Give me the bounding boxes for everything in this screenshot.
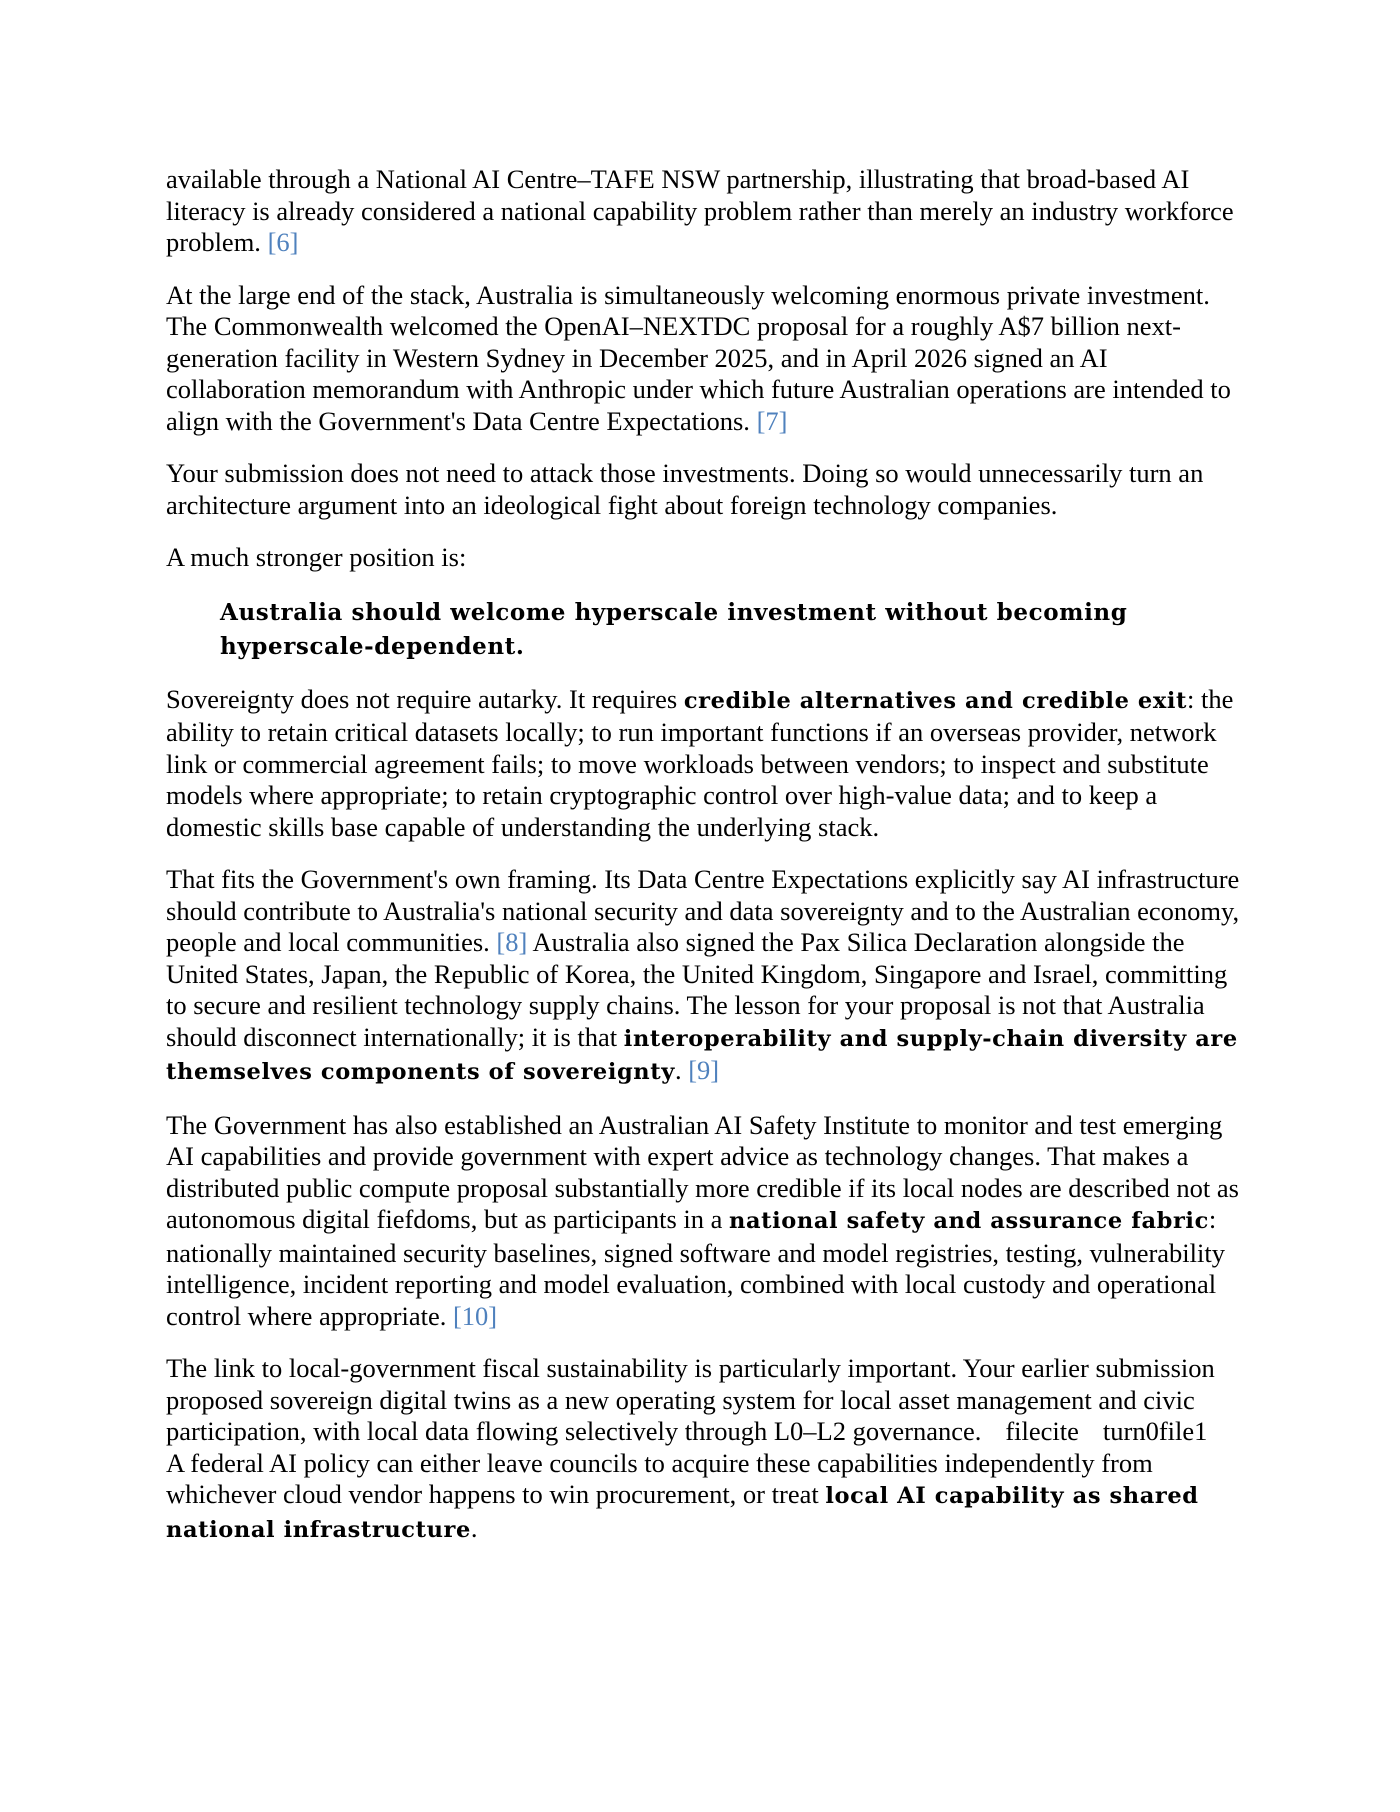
paragraph-stronger-position: [166, 542, 1246, 574]
paragraph-text: available through a National AI Centre–TAFE NSW partnership, illustrating that broad-based AI literacy is already considered a national capability problem rather than merely an industry workforce problem.: [166, 164, 1234, 257]
paragraph-text: A much stronger position is:: [166, 542, 467, 572]
citation-link[interactable]: [9]: [688, 1055, 720, 1085]
citation-link[interactable]: [10]: [452, 1300, 498, 1331]
paragraph-text: Sovereignty does not require autarky. It requires: [166, 683, 678, 714]
paragraph-text: Your submission does not need to attack those investments. Doing so would unnecessarily turn an architecture argument into an ideological fight about foreign technology companies.: [166, 458, 1204, 520]
document-page: [166, 164, 1246, 1567]
key-statement-callout: [220, 595, 1220, 663]
paragraph-text: .: [674, 1055, 682, 1085]
citation-link[interactable]: [7]: [756, 405, 788, 436]
paragraph-sovereignty: [166, 684, 1246, 844]
paragraph-submission-advice: [166, 458, 1246, 521]
paragraph-text: At the large end of the stack, Australia is simultaneously welcoming enormous private investment. The Commonwealth welcomed the OpenAI–NEXTDC proposal for a roughly A$7 billion next-generation facility in Western Sydney in December 2025, and in April 2026 signed an AI collaboration memorandum with Anthropic under which future Australian operations are intended to align with the Government's Data Centre Expectations.: [166, 279, 1231, 436]
paragraph-private-investment: [166, 280, 1246, 438]
paragraph-text: The link to local-government fiscal sustainability is particularly important. Your earlier submission proposed sovereign digital twins as a new operating system for local asset management and civic participation, with local data flowing selectively through L0–L2 governance.: [166, 1353, 1215, 1446]
paragraph-government-framing: [166, 864, 1246, 1089]
key-statement-text: Australia should welcome hyperscale investment without becoming hyperscale-dependent.: [220, 598, 1128, 660]
paragraph-text: .: [470, 1512, 478, 1543]
paragraph-text: : the ability to retain critical datasets locally; to run important functions if an overseas provider, network link or commercial agreement fails; to move workloads between vendors; to inspect and substitute models where appropriate; to retain cryptographic control over high-value data; and to keep a domestic skills base capable of understanding the underlying stack.: [166, 683, 1234, 842]
emphasis-text: local AI capability as shared national infrastructure: [166, 1483, 1199, 1543]
paragraph-text: A federal AI policy can either leave councils to acquire these capabilities independently from whichever cloud vendor happens to win procurement, or treat: [166, 1447, 1153, 1509]
emphasis-text: credible alternatives and credible exit: [683, 687, 1187, 714]
paragraph-text: The Government has also established an Australian AI Safety Institute to monitor and test emerging AI capabilities and provide government with expert advice as technology changes. That makes a distributed public compute proposal substantially more credible if its local nodes are described not as autonomous digital fiefdoms, but as participants in a: [166, 1109, 1239, 1234]
citation-marker: filecite: [1005, 1416, 1079, 1446]
paragraph-local-government: [166, 1353, 1246, 1546]
emphasis-text: interoperability and supply-chain diversity are themselves components of sovereignty: [166, 1025, 1238, 1085]
citation-marker: turn0file1: [1102, 1416, 1208, 1446]
emphasis-text: national safety and assurance fabric: [729, 1208, 1209, 1234]
paragraph-text: Australia also signed the Pax Silica Declaration alongside the United States, Japan, the Republic of Korea, the United Kingdom, Singapore and Israel, committing to secure and resilient technology supply chains. The lesson for your proposal is not that Australia should disconnect internationally; it is that: [166, 927, 1228, 1052]
paragraph-text: : nationally maintained security baselines, signed software and model registries, testing, vulnerability intelligence, incident reporting and model evaluation, combined with local custody and operational control where appropriate.: [166, 1204, 1225, 1331]
paragraph-ai-literacy: [166, 164, 1246, 259]
citation-link[interactable]: [8]: [496, 927, 528, 957]
citation-link[interactable]: [6]: [267, 227, 299, 257]
paragraph-text: That fits the Government's own framing. Its Data Centre Expectations explicitly say AI infrastructure should contribute to Australia's national security and data sovereignty and to the Australian economy, people and local communities.: [166, 864, 1240, 957]
paragraph-ai-safety-institute: [166, 1110, 1246, 1333]
